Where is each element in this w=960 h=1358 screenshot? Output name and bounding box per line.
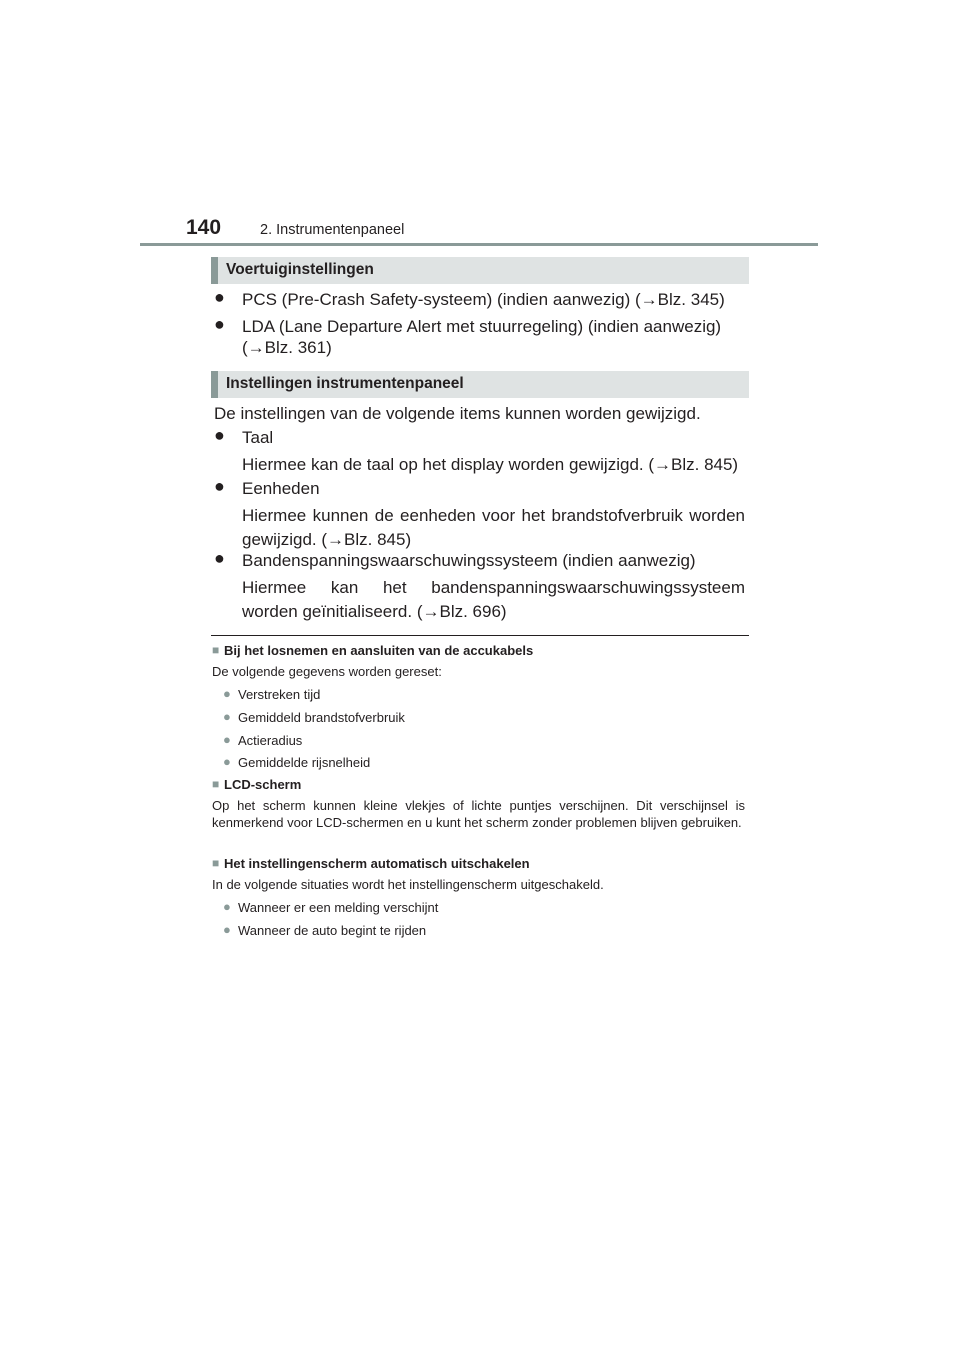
header-rule [140,243,818,246]
section-heading-vehicle-settings [211,257,749,284]
note-text-lcd: Op het scherm kunnen kleine vlekjes of lichte puntjes verschijnen. Dit verschijnsel is kenmerkend voor LCD-schermen en u kunt het scherm zonder problemen blijven gebruiken. [212,798,745,830]
page-number: 140 [186,216,222,239]
note-intro-battery: De volgende gegevens worden gereset: [212,664,442,679]
list-item: Wanneer de auto begint te rijden [238,923,427,938]
section-heading-label: Voertuiginstellingen [226,261,374,278]
list-item-label-units: Eenheden [242,479,320,498]
list-item: Verstreken tijd [238,687,321,702]
list-item-pcs: PCS (Pre-Crash Safety-systeem) (indien aanwezig) (→Blz. 345) [242,290,725,309]
bullet-icon: ● [223,754,231,769]
list-item-lda: LDA (Lane Departure Alert met stuurregeling) (indien aanwezig) [242,317,722,336]
section-heading-label: Instellingen instrumentenpaneel [226,375,464,392]
bullet-icon: ● [214,425,225,445]
note-title-lcd: LCD-scherm [224,777,302,792]
bullet-icon: ● [214,548,225,568]
bullet-icon: ● [223,899,231,914]
section-heading-instrument-panel-settings [211,371,749,398]
list-item-label-tpms: Bandenspanningswaarschuwingssysteem (indien aanwezig) [242,551,696,570]
list-item: Wanneer er een melding verschijnt [238,900,439,915]
list-item-desc-tpms: Hiermee kan het bandenspanningswaarschuwingssysteem worden geïnitialiseerd. (→Blz. 696) [242,578,745,621]
list-item-desc-units: Hiermee kunnen de eenheden voor het brandstofverbruik worden gewijzigd. (→Blz. 845) [242,506,745,549]
note-title-battery: Bij het losnemen en aansluiten van de accukabels [224,643,534,658]
chapter-title: 2. Instrumentenpaneel [260,222,405,238]
list-item-lda-ref: (→Blz. 361) [242,338,332,357]
list-item-label-language: Taal [242,428,274,447]
bullet-icon: ● [214,287,225,307]
bullet-icon: ● [223,686,231,701]
section-intro: De instellingen van de volgende items kunnen worden gewijzigd. [214,404,701,423]
list-item-desc-language: Hiermee kan de taal op het display worden gewijzigd. (→Blz. 845) [242,455,739,474]
bullet-icon: ● [223,922,231,937]
bullet-icon: ● [214,476,225,496]
bullet-icon: ● [223,732,231,747]
square-bullet-icon: ■ [212,777,220,791]
bullet-icon: ● [214,314,225,334]
square-bullet-icon: ■ [212,856,220,870]
list-item: Gemiddeld brandstofverbruik [238,710,405,725]
list-item: Gemiddelde rijsnelheid [238,755,371,770]
list-item: Actieradius [238,733,303,748]
bullet-icon: ● [223,709,231,724]
divider [211,635,749,636]
square-bullet-icon: ■ [212,643,220,657]
note-intro-auto-off: In de volgende situaties wordt het instellingenscherm uitgeschakeld. [212,877,604,892]
note-title-auto-off: Het instellingenscherm automatisch uitschakelen [224,856,530,871]
